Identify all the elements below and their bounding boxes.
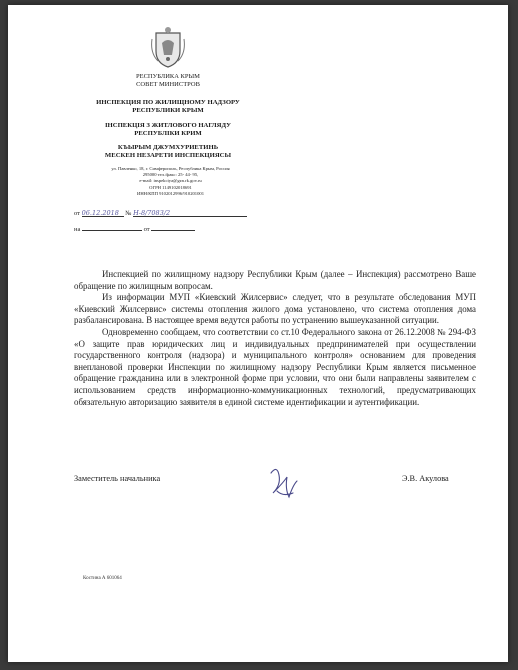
handwritten-number: Н-8/7083/2 [133, 209, 171, 217]
handwritten-signature [263, 463, 303, 505]
from-label: от [74, 210, 81, 217]
number-field [133, 209, 247, 217]
signatory-name: Э.В. Акулова [402, 474, 449, 483]
handwritten-date: 06.12.2018 [81, 209, 119, 217]
paragraph: Инспекцией по жилищному надзору Республики Крым (далее – Инспекция) рассмотрено Ваше обращение по жилищным вопросам. [74, 269, 476, 291]
org-name-crh-line-1: КЪЫРЫМ ДЖУМХУРИЕТИНЬ [117, 144, 219, 151]
org-name-ru-line-1: ИНСПЕКЦИЯ ПО ЖИЛИЩНОМУ НАДЗОРУ [96, 99, 240, 106]
address-line: e-mail: inspekciya@gzn.rk.gov.ru [139, 178, 202, 184]
address-line: ОГРН 1149102018691 [149, 184, 192, 190]
paragraph: Из информации МУП «Киевский Жилсервис» следует, что в результате обследования МУП «Киевский Жилсервис» системы отопления жилого дома установлено, что система отопления дома разбалансирована. В настоящее время ведутся работы по устранению вышеуказанной ситуации. [74, 292, 476, 326]
council-label: СОВЕТ МИНИСТРОВ [136, 81, 200, 88]
address-line: ИНН/КПП 9102012996/910201001 [137, 190, 204, 196]
org-name-ru-line-2: РЕСПУБЛИКИ КРЫМ [132, 107, 204, 115]
date-field [82, 209, 124, 217]
org-name-ua-line-1: ІНСПЕКЦІЯ З ЖИТЛОВОГО НАГЛЯДУ [104, 122, 232, 129]
incoming-reference [74, 223, 195, 233]
executor-note: Костина А 601064 [83, 576, 122, 581]
outgoing-reference [74, 209, 247, 217]
to-label: на [74, 226, 81, 233]
republic-label: РЕСПУБЛИКА КРЫМ [136, 73, 200, 80]
org-name-crh [78, 144, 258, 160]
letter-body [74, 269, 476, 408]
signatory-title: Заместитель начальника [74, 474, 161, 483]
paragraph: Одновременно сообщаем, что соответствии со ст.10 Федерального закона от 26.12.2008 № 294-ФЗ «О защите прав юридических лиц и индивидуальных предпринимателей при осуществлении государственного контроля (надзора) и муниципального контроля» основанием для проведения внеплановой проверки Инспекции по жилищному надзору Республики Крым является письменное обращение гражданина или в электронной форме при условии, что они были направлены заявителем с использованием средств информационно-коммуникационных технологий, предусматривающих обязательную авторизацию заявителя в единой системе идентификации и аутентификации. [74, 326, 476, 407]
incoming-number-field [82, 223, 142, 231]
org-name-ua-line-2: РЕСПУБЛІКИ КРИМ [134, 130, 202, 138]
crimea-coat-of-arms-emblem [150, 25, 186, 69]
org-name-ua [78, 122, 258, 138]
to-from-label: от [143, 226, 150, 233]
number-label: № [125, 210, 132, 217]
address-line: ул. Павленко, 18, г. Симферополь, Республика Крым, Россия [111, 166, 230, 171]
org-name-ru [78, 99, 258, 115]
org-name-crh-line-2: МЕСКЕН НЕЗАРЕТИ ИНСПЕКЦИЯСЫ [104, 152, 232, 160]
address-line: 295000 тел./факс: 25- 44- 95, [142, 172, 199, 178]
letter-page [8, 5, 508, 662]
address-block [68, 166, 273, 197]
incoming-date-field [151, 223, 195, 231]
